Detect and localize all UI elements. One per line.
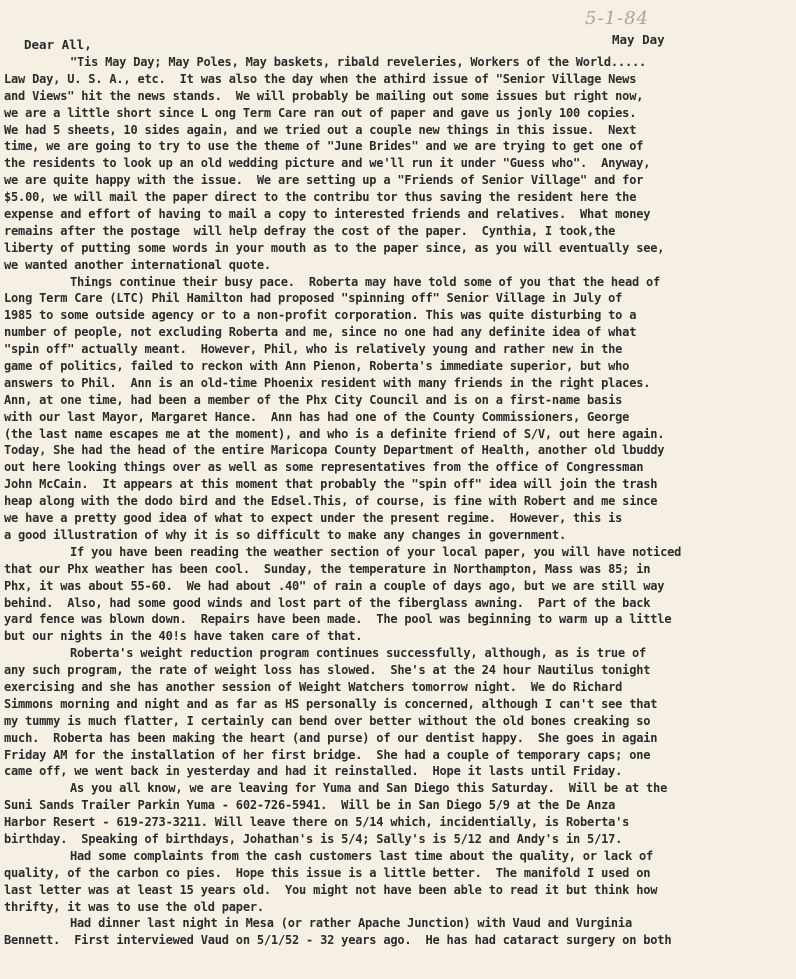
typed-date: May Day [612, 32, 665, 47]
letter-line: Friday AM for the installation of her first bridge. She had a couple of temporary caps; one [4, 747, 651, 762]
letter-line: much. Roberta has been making the heart (and purse) of our dentist happy. She goes in again [4, 730, 658, 745]
letter-line: thrifty, it was to use the old paper. [4, 899, 264, 914]
letter-line: "Tis May Day; May Poles, May baskets, ribald reveleries, Workers of the World..... [70, 55, 647, 69]
letter-line: If you have been reading the weather section of your local paper, you will have noticed [70, 544, 682, 559]
letter-line: time, we are going to try to use the theme of "June Brides" and we are trying to get one of [4, 139, 644, 154]
letter-line: (the last name escapes me at the moment), and who is a definite friend of S/V, out here again. [4, 426, 665, 441]
letter-line: answers to Phil. Ann is an old-time Phoenix resident with many friends in the right places. [4, 375, 651, 390]
letter-line: remains after the postage will help defray the cost of the paper. Cynthia, I took,the [4, 223, 616, 238]
letter-line: heap along with the dodo bird and the Edsel.This, of course, is fine with Robert and me since [4, 494, 658, 509]
letter-line: 1985 to some outside agency or to a non-profit corporation. This was quite disturbing to a [4, 308, 637, 323]
letter-line: we are quite happy with the issue. We are setting up a "Friends of Senior Village" and for [4, 173, 644, 188]
letter-line: Suni Sands Trailer Parkin Yuma - 602-726-5941. Will be in San Diego 5/9 at the De Anza [4, 798, 616, 813]
letter-line: exercising and she has another session of Weight Watchers tomorrow night. We do Richard [4, 679, 623, 694]
letter-line: We had 5 sheets, 10 sides again, and we tried out a couple new things in this issue. Next [4, 122, 637, 137]
letter-line: and Views" hit the news stands. We will probably be mailing out some issues but right now, [4, 88, 644, 103]
letter-line: Law Day, U. S. A., etc. It was also the day when the athird issue of "Senior Village News [4, 71, 637, 86]
letter-line: yard fence was blown down. Repairs have been made. The pool was beginning to warm up a little [4, 612, 672, 627]
letter-line: Bennett. First interviewed Vaud on 5/1/52 - 32 years ago. He has had cataract surgery on both [4, 933, 672, 948]
letter-line: any such program, the rate of weight loss has slowed. She's at the 24 hour Nautilus tonight [4, 663, 651, 678]
letter-line: liberty of putting some words in your mouth as to the paper since, as you will eventually see, [4, 240, 665, 255]
letter-line: John McCain. It appears at this moment that probably the "spin off" idea will join the trash [4, 477, 658, 492]
handwritten-date: 5-1-84 [585, 8, 649, 29]
letter-line: expense and effort of having to mail a copy to interested friends and relatives. What money [4, 207, 651, 222]
letter-line: Simmons morning and night and as far as HS personally is concerned, although I can't see that [4, 696, 658, 711]
letter-line: we wanted another international quote. [4, 257, 271, 272]
letter-line: game of politics, failed to reckon with Ann Pienon, Roberta's immediate superior, but who [4, 359, 630, 374]
letter-line: Today, She had the head of the entire Maricopa County Department of Health, another old lbuddy [4, 443, 665, 458]
letter-line: the residents to look up an old wedding picture and we'll run it under "Guess who". Anyway, [4, 156, 651, 171]
letter-line: Ann, at one time, had been a member of the Phx City Council and is on a first-name basis [4, 392, 623, 407]
letter-line: my tummy is much flatter, I certainly can bend over better without the old bones creaking so [4, 713, 651, 728]
letter-line: with our last Mayor, Margaret Hance. Ann has had one of the County Commissioners, George [4, 409, 630, 424]
letter-line: "spin off" actually meant. However, Phil, who is relatively young and rather new in the [4, 342, 623, 357]
letter-body [0, 54, 796, 949]
letter-line: out here looking things over as well as some representatives from the office of Congressman [4, 460, 644, 475]
letter-line: Things continue their busy pace. Roberta may have told some of you that the head of [70, 274, 661, 289]
letter-line: but our nights in the 40!s have taken care of that. [4, 629, 363, 644]
letter-line: Phx, it was about 55-60. We had about .40" of rain a couple of days ago, but we are still way [4, 578, 665, 593]
letter-line: last letter was at least 15 years old. You might not have been able to read it but think how [4, 882, 658, 897]
letter-line: Long Term Care (LTC) Phil Hamilton had proposed "spinning off" Senior Village in July of [4, 291, 623, 306]
letter-line: birthday. Speaking of birthdays, Johathan's is 5/4; Sally's is 5/12 and Andy's in 5/17. [4, 831, 623, 846]
letter-line: we are a little short since L ong Term Care ran out of paper and gave us jonly 100 copies. [4, 105, 637, 120]
letter-line: Roberta's weight reduction program continues successfully, although, as is true of [70, 646, 647, 661]
letter-line: Had dinner last night in Mesa (or rather Apache Junction) with Vaud and Vurginia [70, 916, 632, 931]
letter-line: that our Phx weather has been cool. Sunday, the temperature in Northampton, Mass was 85; in [4, 561, 651, 576]
letter-line: we have a pretty good idea of what to expect under the present regime. However, this is [4, 511, 623, 526]
letter-line: behind. Also, had some good winds and lost part of the fiberglass awning. Part of the back [4, 595, 651, 610]
salutation: Dear All, [24, 37, 92, 52]
letter-line: Harbor Resert - 619-273-3211. Will leave there on 5/14 which, incidentially, is Roberta's [4, 815, 630, 830]
letter-line: $5.00, we will mail the paper direct to the contribu tor thus saving the resident here the [4, 190, 637, 205]
letter-line: Had some complaints from the cash customers last time about the quality, or lack of [70, 848, 654, 863]
letter-line: quality, of the carbon co pies. Hope this issue is a little better. The manifold I used on [4, 865, 651, 880]
letter-line: a good illustration of why it is so difficult to make any changes in government. [4, 527, 566, 542]
letter-line: number of people, not excluding Roberta and me, since no one had any definite idea of what [4, 325, 637, 340]
letter-line: came off, we went back in yesterday and had it reinstalled. Hope it lasts until Friday. [4, 764, 623, 779]
letter-line: As you all know, we are leaving for Yuma and San Diego this Saturday. Will be at the [70, 781, 668, 796]
